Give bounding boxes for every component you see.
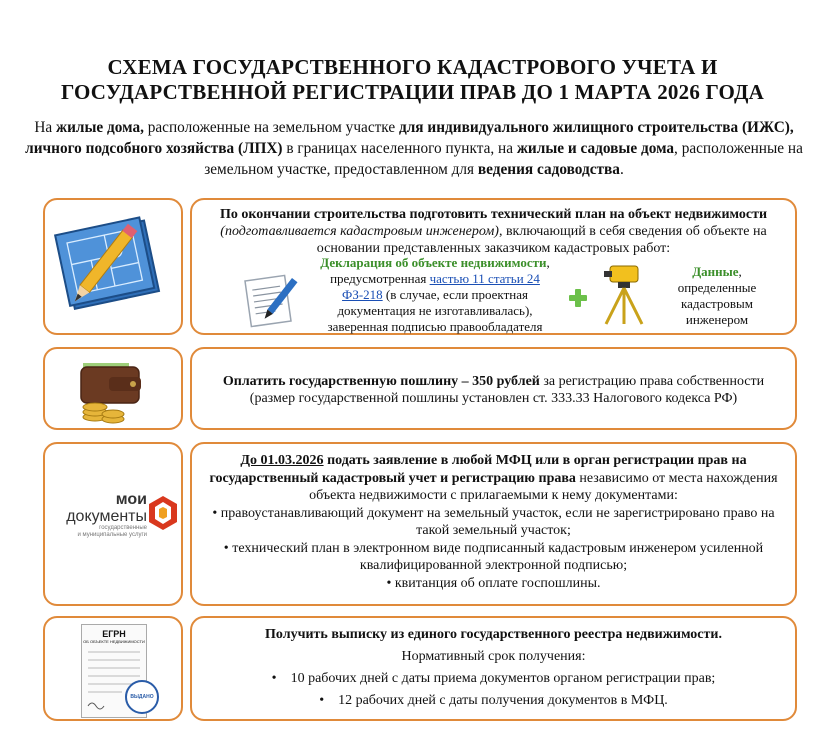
step3-bold: подать заявление в любой МФЦ или в орган регистрации прав на государственный кадастровый учет и регистрацию права [209, 453, 747, 486]
step3-text-box [190, 442, 797, 606]
intro-bold: жилые и садовые дома [516, 140, 675, 157]
list-item: • квитанция об оплате госпошлины. [386, 575, 601, 591]
logo-emblem-icon [149, 496, 177, 530]
logo-sub-2: и муниципальные услуги [77, 532, 147, 538]
title-line-1: СХЕМА ГОСУДАРСТВЕННОГО КАДАСТРОВОГО УЧЕТА И [107, 55, 718, 79]
list-item-text: 12 рабочих дней с даты получения документов в МФЦ. [338, 693, 668, 708]
plus-icon [568, 288, 588, 308]
step4-bold: Получить выписку из единого государственного реестра недвижимости. [265, 627, 722, 642]
title-line-2: ГОСУДАРСТВЕННОЙ РЕГИСТРАЦИИ ПРАВ ДО 1 МАРТА 2026 ГОДА [60, 80, 765, 104]
stamp-icon: ВЫДАНО [125, 680, 159, 714]
step3-intro [202, 452, 785, 505]
intro-bold: жилые дома, [55, 119, 144, 136]
data-text: , определенные кадастровым инженером [677, 264, 757, 327]
list-item: • технический план в электронном виде подписанный кадастровым инженером усиленной квалифицированной электронной подписью; [223, 540, 764, 573]
wallet-coins-icon [45, 349, 181, 428]
step2-text-box [190, 347, 797, 430]
step4-term: Нормативный срок получения: [401, 649, 586, 664]
intro-text: расположенные на земельном участке [143, 119, 399, 136]
list-item: • 12 рабочих дней с даты получения документов в МФЦ. [319, 693, 668, 708]
step3-icon-box [43, 442, 183, 606]
declaration-icon [244, 272, 306, 328]
step2-icon-box [43, 347, 183, 430]
declaration-text: , предусмотренная [330, 255, 550, 286]
declaration-text: (в случае, если проектная документация не изготавливалась), заверенная подписью правообладателя [327, 287, 543, 334]
data-title: Данные [692, 264, 739, 279]
theodolite-icon [596, 262, 654, 326]
step1-intro [202, 206, 785, 257]
intro-text: На [34, 119, 56, 136]
step4-icon-box [43, 616, 183, 721]
deadline-date: До 01.03.2026 [240, 453, 324, 468]
step3-rest: независимо от места нахождения объекта недвижимости с прилагаемыми к нему документами: [309, 470, 778, 503]
step1-bold: По окончании строительства подготовить технический план на объект недвижимости [219, 207, 768, 222]
egrn-doc-subtitle: ОБ ОБЪЕКТЕ НЕДВИЖИМОСТИ [83, 639, 145, 644]
data-block [662, 264, 772, 328]
intro-paragraph [18, 117, 810, 180]
step1-rest: , включающий в себя сведения об объекте на основании представленных заказчиком кадастровых работ: [316, 224, 767, 256]
page-title [20, 55, 805, 105]
law-link[interactable]: частью 11 статьи 24 ФЗ-218 [342, 271, 540, 302]
declaration-block [310, 255, 560, 335]
step4-text-box [190, 616, 797, 721]
step2-bold: Оплатить государственную пошлину – 350 рублей [222, 374, 540, 389]
blueprint-pencil-icon [45, 200, 181, 333]
intro-bold: ведения садоводства [477, 161, 620, 178]
step2-rest: за регистрацию права собственности (размер государственной пошлины установлен ст. 333.33 Налогового кодекса РФ) [249, 374, 765, 406]
list-item-text: 10 рабочих дней с даты приема документов органом регистрации прав; [290, 671, 716, 686]
list-item: • 10 рабочих дней с даты приема документов органом регистрации прав; [271, 671, 716, 686]
logo-line-1: мои [115, 491, 147, 508]
intro-text: , расположенные на земельном участке, предоставленном для [204, 140, 803, 178]
moi-dokumenty-logo [47, 492, 147, 539]
intro-bold: для индивидуального жилищного строительства (ИЖС), личного подсобного хозяйства (ЛПХ) [25, 119, 794, 157]
egrn-doc-title: ЕГРН [102, 629, 126, 639]
step1-text-box [190, 198, 797, 335]
intro-text: . [619, 161, 624, 178]
declaration-title: Декларация об объекте недвижимости [320, 255, 547, 270]
step1-italic: (подготавливается кадастровым инженером) [220, 224, 499, 239]
list-item: • правоустанавливающий документ на земельный участок, если не зарегистрировано право на такой земельный участок; [212, 505, 775, 538]
logo-sub-1: государственные [99, 525, 147, 531]
intro-text: в границах населенного пункта, на [282, 140, 517, 157]
step1-icon-box [43, 198, 183, 335]
logo-line-2: документы [66, 508, 147, 525]
